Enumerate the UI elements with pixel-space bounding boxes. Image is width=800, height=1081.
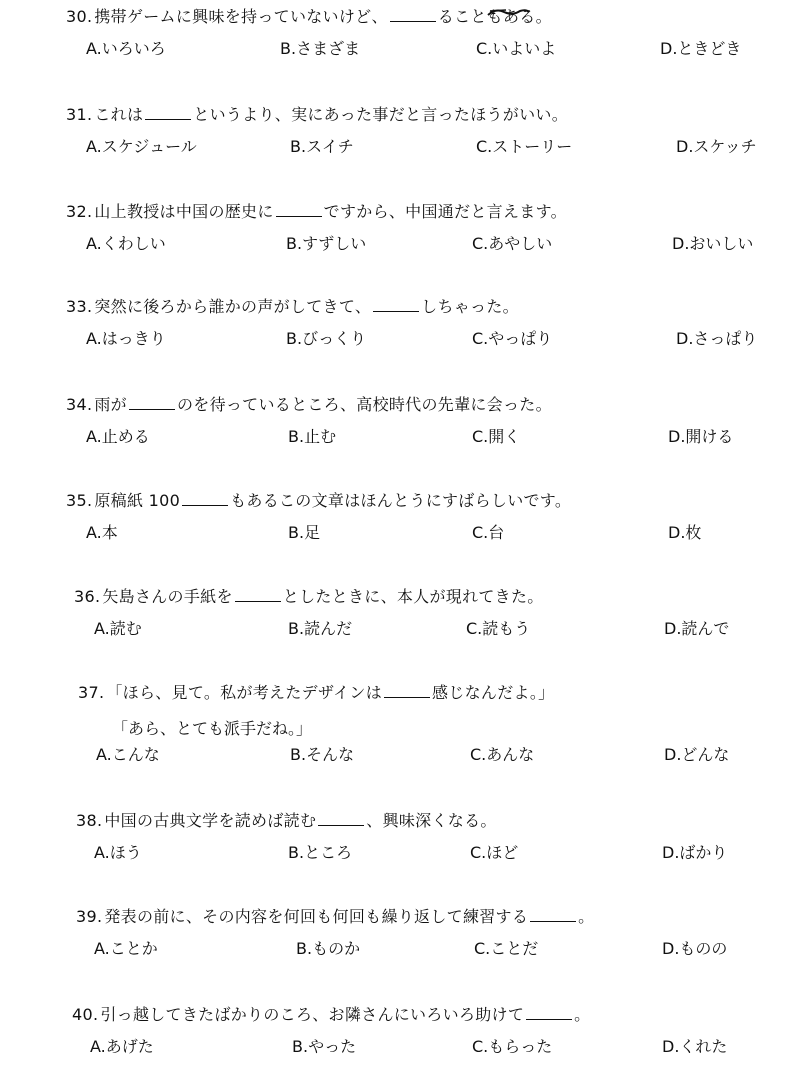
answer-options (0, 1036, 800, 1060)
option-c[interactable]: C.あんな (470, 745, 535, 764)
question-36 (0, 586, 800, 646)
answer-blank (129, 395, 175, 410)
option-a[interactable]: A.ことか (94, 939, 158, 958)
stem-text-after: としたときに、本人が現れてきた。 (282, 587, 544, 606)
question-39 (0, 906, 800, 966)
question-stem (72, 1004, 590, 1026)
question-31 (0, 104, 800, 164)
option-b[interactable]: B.スイチ (290, 137, 354, 156)
option-a[interactable]: A.スケジュール (86, 137, 197, 156)
question-stem (66, 490, 571, 512)
stem-text-after: 。 (574, 1005, 591, 1024)
option-d[interactable]: D.スケッチ (676, 137, 757, 156)
stem-text-before: これは (94, 105, 144, 124)
option-c[interactable]: C.開く (472, 427, 521, 446)
question-32 (0, 201, 800, 261)
question-number: 32. (66, 202, 93, 221)
answer-blank (384, 683, 430, 698)
option-d[interactable]: D.読んで (664, 619, 730, 638)
option-c[interactable]: C.あやしい (472, 234, 553, 253)
answer-blank (526, 1005, 572, 1020)
option-d[interactable]: D.ものの (662, 939, 728, 958)
option-a[interactable]: A.くわしい (86, 234, 166, 253)
answer-blank (530, 907, 576, 922)
stem-text-after: ることもある。 (437, 7, 552, 26)
answer-options (0, 426, 800, 450)
option-c[interactable]: C.ストーリー (476, 137, 573, 156)
option-a[interactable]: A.読む (94, 619, 142, 638)
stem-text-after: しちゃった。 (421, 297, 519, 316)
question-35 (0, 490, 800, 550)
answer-options (0, 842, 800, 866)
question-stem (78, 682, 554, 704)
question-number: 38. (76, 811, 103, 830)
answer-blank (276, 202, 322, 217)
handwritten-scribble (486, 6, 530, 20)
option-b[interactable]: B.読んだ (288, 619, 353, 638)
option-a[interactable]: A.本 (86, 523, 118, 542)
question-number: 40. (72, 1005, 99, 1024)
question-number: 30. (66, 7, 93, 26)
answer-blank (318, 811, 364, 826)
option-b[interactable]: B.足 (288, 523, 321, 542)
question-number: 33. (66, 297, 93, 316)
option-b[interactable]: B.さまざま (280, 39, 361, 58)
stem-text-before: 雨が (94, 395, 127, 414)
stem-text-after: のを待っているところ、高校時代の先輩に会った。 (176, 395, 552, 414)
option-b[interactable]: B.ところ (288, 843, 353, 862)
stem-text-after: 、興味深くなる。 (366, 811, 497, 830)
question-37 (0, 682, 800, 772)
question-number: 36. (74, 587, 101, 606)
answer-options (0, 328, 800, 352)
question-34 (0, 394, 800, 454)
option-a[interactable]: A.ほう (94, 843, 142, 862)
option-a[interactable]: A.あげた (90, 1037, 154, 1056)
stem-text-before: 発表の前に、その内容を何回も何回も繰り返して練習する (104, 907, 529, 926)
question-38 (0, 810, 800, 870)
question-stem (76, 810, 497, 832)
option-d[interactable]: D.どんな (664, 745, 730, 764)
question-stem (74, 586, 544, 608)
stem-text-before: 携帯ゲームに興味を持っていないけど、 (94, 7, 388, 26)
option-c[interactable]: C.やっぱり (472, 329, 553, 348)
option-c[interactable]: C.ほど (470, 843, 519, 862)
question-number: 37. (78, 683, 105, 702)
question-stem (66, 201, 567, 223)
option-a[interactable]: A.止める (86, 427, 150, 446)
stem-text-before: 山上教授は中国の歴史に (94, 202, 274, 221)
answer-blank (182, 491, 228, 506)
option-a[interactable]: A.こんな (96, 745, 160, 764)
answer-options (0, 233, 800, 257)
stem-text-after: 。 (578, 907, 595, 926)
option-d[interactable]: D.ときどき (660, 39, 742, 58)
option-d[interactable]: D.ばかり (662, 843, 728, 862)
option-d[interactable]: D.枚 (668, 523, 702, 542)
answer-blank (145, 105, 191, 120)
stem-text-before: 中国の古典文学を読めば読む (104, 811, 317, 830)
option-d[interactable]: D.さっぱり (676, 329, 758, 348)
option-c[interactable]: C.ことだ (474, 939, 539, 958)
question-number: 34. (66, 395, 93, 414)
option-b[interactable]: B.びっくり (286, 329, 367, 348)
option-d[interactable]: D.おいしい (672, 234, 754, 253)
stem-text-after: ですから、中国通だと言えます。 (323, 202, 567, 221)
question-30 (0, 6, 800, 66)
stem-text-after: もあるこの文章はほんとうにすばらしいです。 (230, 491, 572, 510)
question-stem (66, 394, 552, 416)
question-number: 35. (66, 491, 93, 510)
answer-options (0, 136, 800, 160)
answer-options (0, 938, 800, 962)
option-b[interactable]: B.すずしい (286, 234, 367, 253)
answer-blank (235, 587, 281, 602)
question-stem (66, 296, 519, 318)
option-b[interactable]: B.やった (292, 1037, 357, 1056)
option-a[interactable]: A.いろいろ (86, 39, 166, 58)
option-c[interactable]: C.いよいよ (476, 39, 557, 58)
option-b[interactable]: B.ものか (296, 939, 361, 958)
stem-text-before: 原稿紙 100 (94, 491, 181, 510)
stem-text-before: 引っ越してきたばかりのころ、お隣さんにいろいろ助けて (100, 1005, 525, 1024)
question-number: 31. (66, 105, 93, 124)
stem-text-before: 矢島さんの手紙を (102, 587, 233, 606)
option-d[interactable]: D.くれた (662, 1037, 728, 1056)
answer-options (0, 38, 800, 62)
question-stem (66, 104, 568, 126)
answer-options (0, 522, 800, 546)
question-number: 39. (76, 907, 103, 926)
stem-text-before: 突然に後ろから誰かの声がしてきて、 (94, 297, 372, 316)
answer-options (0, 618, 800, 642)
stem-text-before: 「ほら、見て。私が考えたデザインは (106, 683, 383, 702)
answer-blank (373, 297, 419, 312)
option-a[interactable]: A.はっきり (86, 329, 166, 348)
option-b[interactable]: B.止む (288, 427, 337, 446)
question-stem (66, 6, 552, 28)
question-stem-line2: 「あら、とても派手だね。」 (112, 719, 313, 738)
question-40 (0, 1004, 800, 1064)
answer-options (0, 744, 800, 768)
question-stem (76, 906, 594, 928)
stem-text-after: 感じなんだよ。」 (432, 683, 555, 702)
answer-blank (390, 7, 436, 22)
option-b[interactable]: B.そんな (290, 745, 355, 764)
option-d[interactable]: D.開ける (668, 427, 734, 446)
option-c[interactable]: C.もらった (472, 1037, 553, 1056)
stem-text-after: というより、実にあった事だと言ったほうがいい。 (193, 105, 569, 124)
option-c[interactable]: C.台 (472, 523, 505, 542)
question-33 (0, 296, 800, 356)
option-c[interactable]: C.読もう (466, 619, 531, 638)
